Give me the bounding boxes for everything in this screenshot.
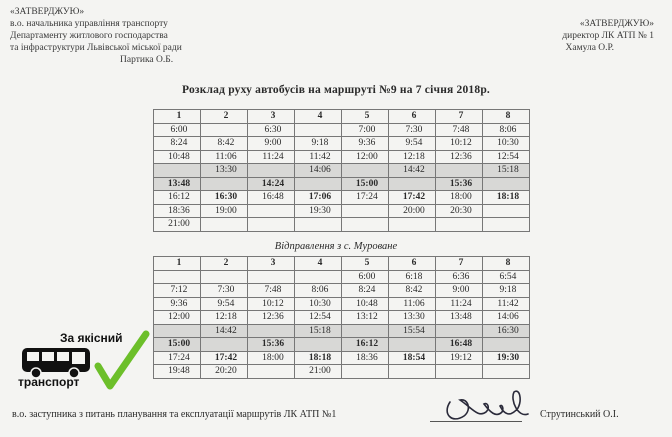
logo-text-bottom: транспорт — [18, 375, 80, 389]
time-cell: 10:48 — [342, 297, 389, 311]
time-cell: 10:12 — [436, 137, 483, 151]
time-cell: 12:00 — [342, 150, 389, 164]
time-cell: 18:36 — [154, 204, 201, 218]
table-row — [154, 204, 530, 218]
table-row — [154, 191, 530, 205]
time-cell — [389, 365, 436, 379]
table-row — [154, 164, 530, 178]
time-cell: 21:00 — [154, 218, 201, 232]
table-row — [154, 218, 530, 232]
time-cell: 8:42 — [389, 284, 436, 298]
time-cell: 12:36 — [436, 150, 483, 164]
time-cell: 9:00 — [248, 137, 295, 151]
time-cell: 9:54 — [389, 137, 436, 151]
time-cell: 14:06 — [295, 164, 342, 178]
time-cell: 11:24 — [436, 297, 483, 311]
time-cell: 14:42 — [389, 164, 436, 178]
time-cell: 7:48 — [248, 284, 295, 298]
approval-heading: «ЗАТВЕРДЖУЮ» — [579, 19, 654, 29]
time-cell: 19:30 — [483, 351, 530, 365]
column-header: 6 — [389, 110, 436, 124]
time-cell — [201, 123, 248, 137]
time-cell: 16:12 — [342, 338, 389, 352]
time-cell: 13:30 — [201, 164, 248, 178]
time-cell: 18:00 — [248, 351, 295, 365]
time-cell — [342, 218, 389, 232]
time-cell: 7:12 — [154, 284, 201, 298]
approval-signer: Хамула О.Р. — [565, 43, 614, 53]
time-cell — [248, 218, 295, 232]
time-cell: 20:30 — [436, 204, 483, 218]
table-row — [154, 270, 530, 284]
time-cell: 6:36 — [436, 270, 483, 284]
time-cell — [154, 324, 201, 338]
time-cell: 9:54 — [201, 297, 248, 311]
time-cell: 8:06 — [295, 284, 342, 298]
time-cell — [436, 324, 483, 338]
column-header: 7 — [436, 257, 483, 271]
document-title: Розклад руху автобусів на маршруті №9 на 7 січня 2018р. — [182, 84, 490, 96]
column-header: 8 — [483, 257, 530, 271]
time-cell: 14:24 — [248, 177, 295, 191]
column-header: 4 — [295, 257, 342, 271]
time-cell — [342, 164, 389, 178]
time-cell: 11:42 — [483, 297, 530, 311]
time-cell: 11:06 — [201, 150, 248, 164]
approval-line: в.о. начальника управління транспорту — [10, 19, 168, 29]
table-row — [154, 123, 530, 137]
time-cell: 8:24 — [154, 137, 201, 151]
time-cell: 15:00 — [342, 177, 389, 191]
time-cell: 7:30 — [201, 284, 248, 298]
time-cell: 9:18 — [295, 137, 342, 151]
time-cell: 21:00 — [295, 365, 342, 379]
column-header: 3 — [248, 110, 295, 124]
campaign-logo — [18, 328, 158, 398]
table-row — [154, 137, 530, 151]
time-cell — [389, 218, 436, 232]
time-cell: 9:36 — [154, 297, 201, 311]
time-cell: 10:12 — [248, 297, 295, 311]
time-cell — [201, 218, 248, 232]
time-cell — [295, 177, 342, 191]
time-cell: 18:18 — [295, 351, 342, 365]
time-cell: 9:36 — [342, 137, 389, 151]
time-cell — [248, 324, 295, 338]
time-cell: 9:00 — [436, 284, 483, 298]
time-cell — [483, 204, 530, 218]
time-cell: 19:48 — [154, 365, 201, 379]
column-header: 2 — [201, 110, 248, 124]
time-cell: 15:18 — [483, 164, 530, 178]
table-row — [154, 338, 530, 352]
time-cell: 6:54 — [483, 270, 530, 284]
time-cell: 17:06 — [295, 191, 342, 205]
approval-line: директор ЛК АТП № 1 — [562, 31, 654, 41]
time-cell: 20:20 — [201, 365, 248, 379]
time-cell — [436, 164, 483, 178]
time-cell: 11:24 — [248, 150, 295, 164]
time-cell: 7:30 — [389, 123, 436, 137]
time-cell: 6:00 — [154, 123, 201, 137]
time-cell: 12:18 — [389, 150, 436, 164]
column-header: 2 — [201, 257, 248, 271]
time-cell — [154, 164, 201, 178]
time-cell: 20:00 — [389, 204, 436, 218]
time-cell — [248, 204, 295, 218]
time-cell — [295, 123, 342, 137]
approval-signer: Партика О.Б. — [120, 55, 174, 65]
time-cell: 15:18 — [295, 324, 342, 338]
time-cell: 16:48 — [436, 338, 483, 352]
time-cell: 7:00 — [342, 123, 389, 137]
approval-line: Департаменту житлового господарства — [10, 31, 168, 41]
time-cell: 8:24 — [342, 284, 389, 298]
approval-block-left — [10, 6, 240, 66]
time-cell — [436, 218, 483, 232]
time-cell — [436, 365, 483, 379]
time-cell: 12:00 — [154, 311, 201, 325]
time-cell: 8:06 — [483, 123, 530, 137]
table-row — [154, 284, 530, 298]
time-cell: 7:48 — [436, 123, 483, 137]
footer-position: в.о. заступника з питань планування та експлуатації маршрутів ЛК АТП №1 — [12, 409, 337, 420]
time-cell: 15:00 — [154, 338, 201, 352]
time-cell: 18:18 — [483, 191, 530, 205]
time-cell: 14:06 — [483, 311, 530, 325]
schedule-table-return — [153, 256, 530, 379]
time-cell: 18:36 — [342, 351, 389, 365]
time-cell: 19:12 — [436, 351, 483, 365]
column-header: 4 — [295, 110, 342, 124]
time-cell: 12:36 — [248, 311, 295, 325]
approval-block-right — [494, 18, 654, 54]
time-cell: 17:24 — [154, 351, 201, 365]
time-cell: 17:42 — [389, 191, 436, 205]
time-cell: 16:30 — [201, 191, 248, 205]
column-header: 7 — [436, 110, 483, 124]
time-cell — [248, 164, 295, 178]
time-cell — [389, 338, 436, 352]
time-cell — [295, 338, 342, 352]
time-cell: 18:00 — [436, 191, 483, 205]
logo-text-top: За якісний — [60, 331, 123, 345]
time-cell — [483, 218, 530, 232]
time-cell — [483, 338, 530, 352]
table-row — [154, 351, 530, 365]
time-cell: 14:42 — [201, 324, 248, 338]
time-cell — [201, 270, 248, 284]
time-cell: 13:48 — [154, 177, 201, 191]
time-cell — [483, 177, 530, 191]
time-cell — [342, 324, 389, 338]
time-cell: 8:42 — [201, 137, 248, 151]
time-cell: 10:30 — [295, 297, 342, 311]
table-row — [154, 311, 530, 325]
table-row — [154, 297, 530, 311]
time-cell — [295, 218, 342, 232]
column-header: 5 — [342, 257, 389, 271]
time-cell: 15:54 — [389, 324, 436, 338]
time-cell: 17:42 — [201, 351, 248, 365]
time-cell — [201, 177, 248, 191]
approval-heading: «ЗАТВЕРДЖУЮ» — [10, 7, 85, 17]
time-cell — [342, 365, 389, 379]
time-cell: 13:12 — [342, 311, 389, 325]
table-row — [154, 324, 530, 338]
time-cell: 12:54 — [295, 311, 342, 325]
column-header: 8 — [483, 110, 530, 124]
time-cell: 13:30 — [389, 311, 436, 325]
table-row — [154, 150, 530, 164]
column-header: 3 — [248, 257, 295, 271]
schedule-table-outbound — [153, 109, 530, 232]
time-cell — [248, 365, 295, 379]
time-cell: 17:24 — [342, 191, 389, 205]
column-header: 1 — [154, 257, 201, 271]
time-cell: 15:36 — [436, 177, 483, 191]
column-header: 5 — [342, 110, 389, 124]
time-cell — [201, 338, 248, 352]
time-cell: 12:54 — [483, 150, 530, 164]
time-cell: 19:30 — [295, 204, 342, 218]
time-cell — [342, 204, 389, 218]
time-cell — [483, 365, 530, 379]
time-cell: 9:18 — [483, 284, 530, 298]
time-cell: 18:54 — [389, 351, 436, 365]
time-cell: 11:42 — [295, 150, 342, 164]
signature-line — [430, 421, 522, 422]
time-cell: 10:30 — [483, 137, 530, 151]
time-cell: 11:06 — [389, 297, 436, 311]
table-row — [154, 177, 530, 191]
time-cell — [248, 270, 295, 284]
time-cell: 16:48 — [248, 191, 295, 205]
approval-line: та інфраструктури Львівської міської ради — [10, 43, 182, 53]
time-cell — [389, 177, 436, 191]
time-cell: 15:36 — [248, 338, 295, 352]
footer-name: Струтинський О.І. — [540, 409, 619, 420]
column-header: 6 — [389, 257, 436, 271]
time-cell: 6:00 — [342, 270, 389, 284]
time-cell: 13:48 — [436, 311, 483, 325]
time-cell: 6:18 — [389, 270, 436, 284]
time-cell: 12:18 — [201, 311, 248, 325]
time-cell: 6:30 — [248, 123, 295, 137]
schedule-subtitle: Відправлення з с. Муроване — [274, 241, 398, 252]
time-cell: 19:00 — [201, 204, 248, 218]
time-cell: 16:30 — [483, 324, 530, 338]
column-header: 1 — [154, 110, 201, 124]
time-cell: 16:12 — [154, 191, 201, 205]
time-cell: 10:48 — [154, 150, 201, 164]
table-row — [154, 365, 530, 379]
time-cell — [295, 270, 342, 284]
time-cell — [154, 270, 201, 284]
